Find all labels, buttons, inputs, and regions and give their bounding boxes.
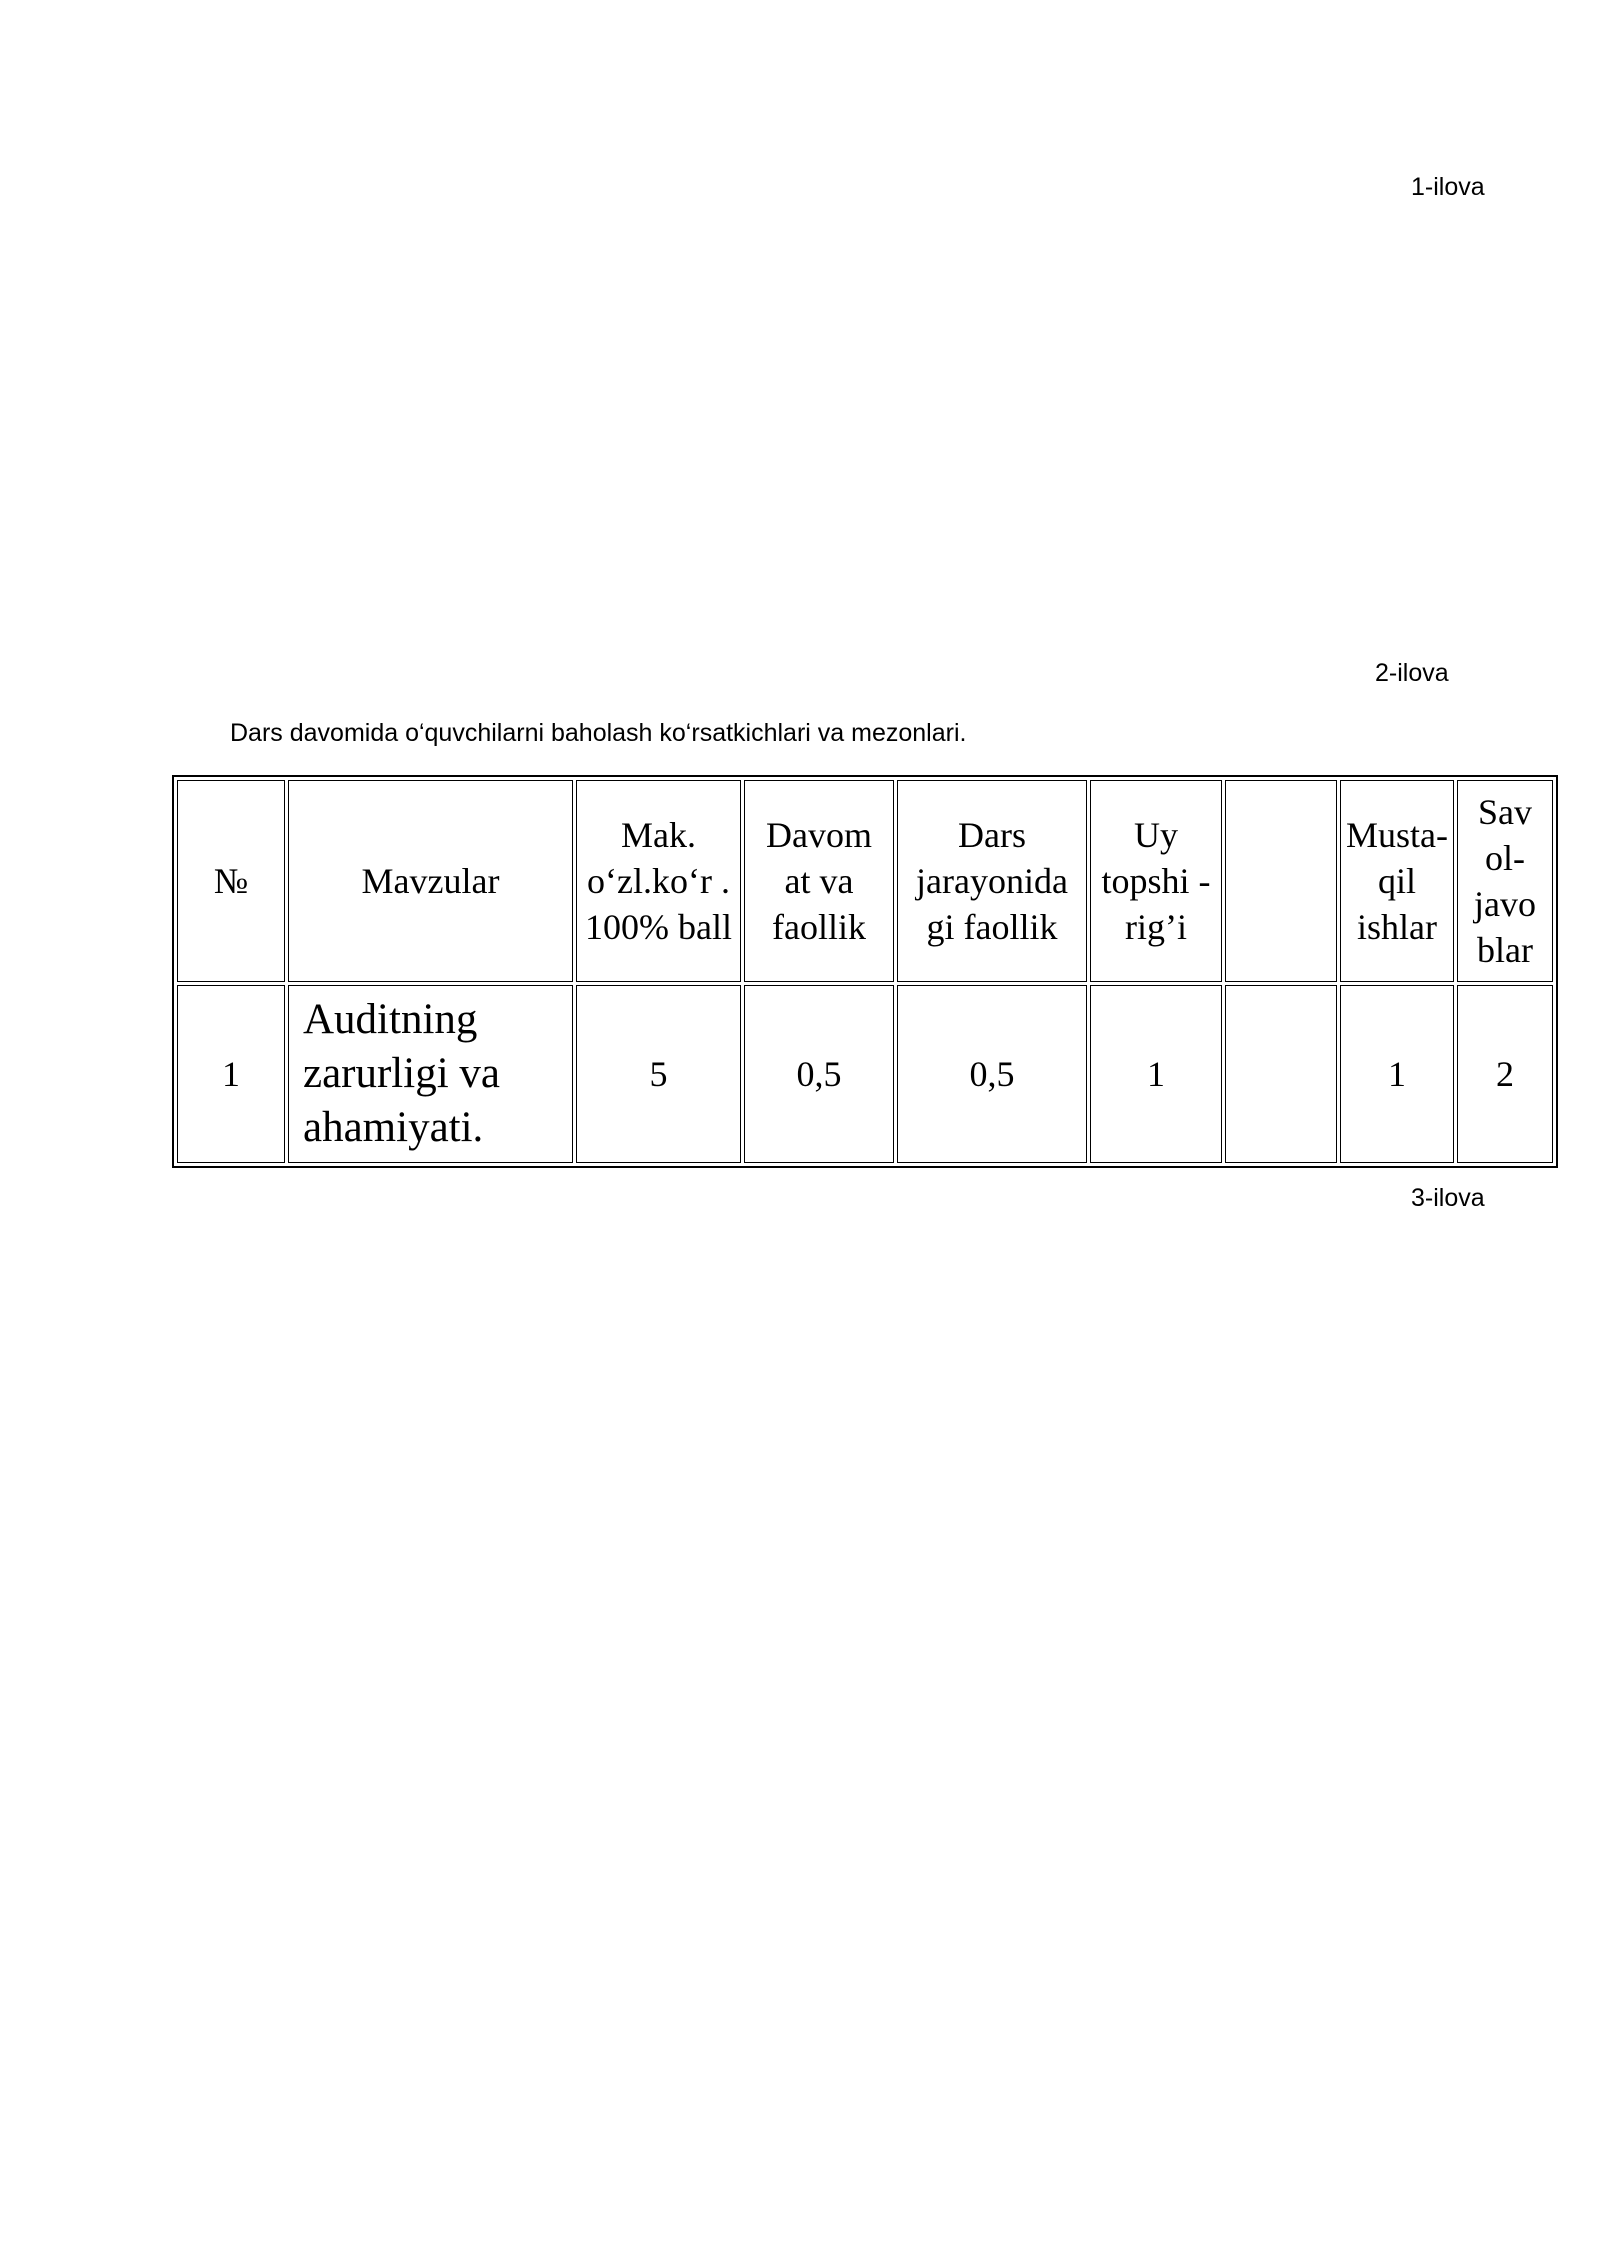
table-row: [177, 985, 1553, 1163]
grading-table: [172, 775, 1558, 1168]
cell-attendance: 0,5: [744, 985, 894, 1163]
header-attendance: Davom at va faollik: [744, 780, 894, 982]
cell-homework: 1: [1090, 985, 1222, 1163]
annex-2-label: 2-ilova: [1375, 659, 1449, 687]
header-max-score: Mak. o‘zl.ko‘r . 100% ball: [576, 780, 741, 982]
cell-independent-work: 1: [1340, 985, 1454, 1163]
cell-topic: Auditning zarurligi va ahamiyati.: [288, 985, 573, 1163]
cell-qa: 2: [1457, 985, 1553, 1163]
header-homework: Uy topshi -rig’i: [1090, 780, 1222, 982]
table-header-row: [177, 780, 1553, 982]
header-lesson-activity: Dars jarayonida gi faollik: [897, 780, 1087, 982]
header-independent-work: Musta- qil ishlar: [1340, 780, 1454, 982]
table-caption: Dars davomida o‘quvchilarni baholash ko‘rsatkichlari va mezonlari.: [230, 719, 967, 747]
cell-max-score: 5: [576, 985, 741, 1163]
cell-blank: [1225, 985, 1337, 1163]
annex-1-label: 1-ilova: [1411, 173, 1485, 201]
header-number: №: [177, 780, 285, 982]
header-topics: Mavzular: [288, 780, 573, 982]
annex-3-label: 3-ilova: [1411, 1184, 1485, 1212]
header-qa: Sav ol- javo blar: [1457, 780, 1553, 982]
cell-lesson-activity: 0,5: [897, 985, 1087, 1163]
cell-number: 1: [177, 985, 285, 1163]
header-blank: [1225, 780, 1337, 982]
